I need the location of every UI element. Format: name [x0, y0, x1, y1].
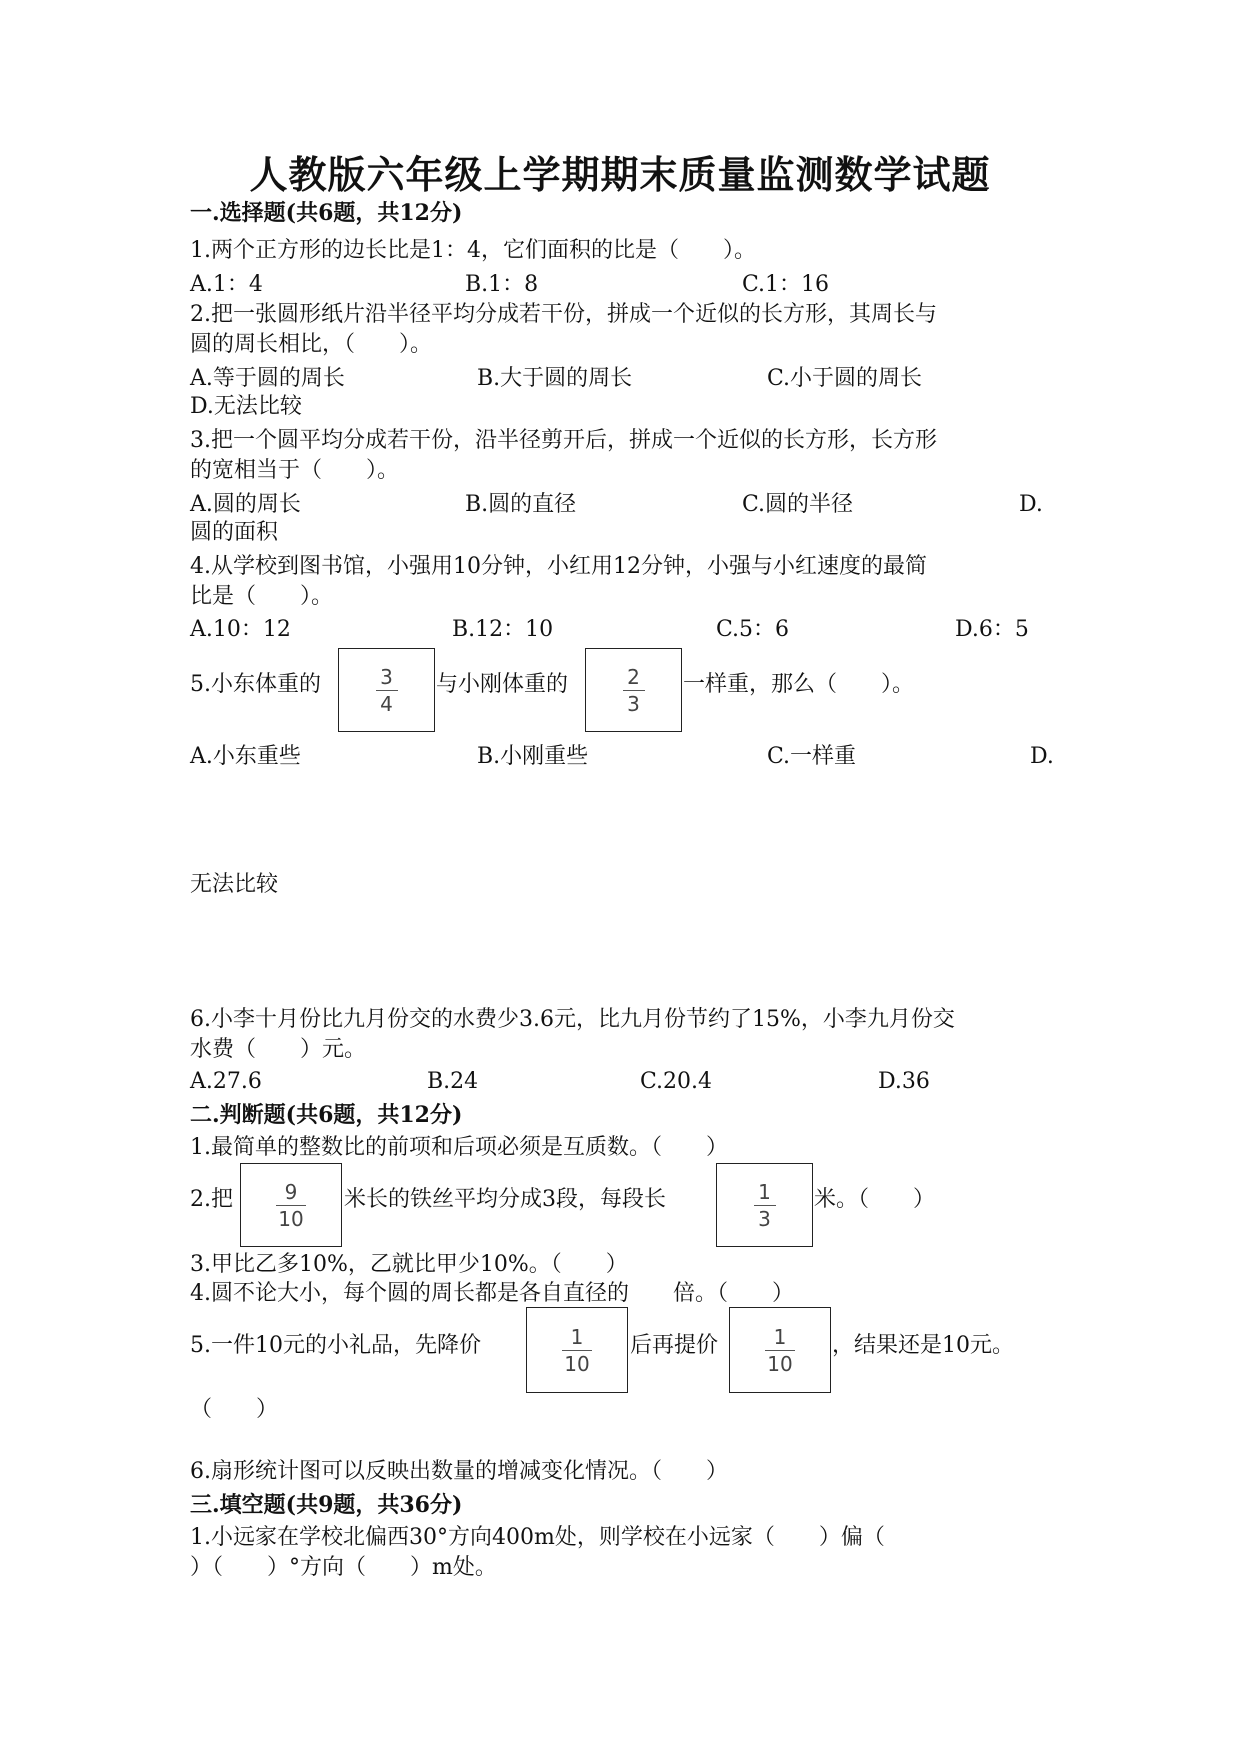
question-6-line-2: 水费（ ）元。 — [190, 1037, 367, 1062]
question-6-option-a: A.27.6 — [190, 1069, 262, 1094]
fraction-image-box — [240, 1163, 342, 1247]
question-4-option-a: A.10：12 — [190, 617, 291, 642]
question-4-line-1: 4.从学校到图书馆，小强用10分钟，小红用12分钟，小强与小红速度的最简 — [190, 554, 927, 579]
fraction-bar — [623, 690, 645, 691]
question-2-option-d: D.无法比较 — [190, 394, 302, 419]
fraction — [376, 666, 398, 715]
judgment-5-part-3: ，结果还是10元。 — [832, 1333, 1014, 1358]
fraction-numerator: 1 — [773, 1324, 787, 1349]
question-4-line-2: 比是（ ）。 — [190, 584, 334, 609]
question-3-option-d-text: 圆的面积 — [190, 520, 279, 545]
section-heading-fill-blank: 三.填空题(共9题，共36分) — [190, 1492, 463, 1518]
fraction-numerator: 9 — [284, 1179, 298, 1204]
fraction-image-box — [338, 648, 435, 732]
question-2-option-a: A.等于圆的周长 — [190, 366, 345, 391]
question-3-option-d-label: D. — [1019, 492, 1043, 517]
question-2-option-b: B.大于圆的周长 — [477, 366, 633, 391]
question-6-option-b: B.24 — [427, 1069, 479, 1094]
page-title: 人教版六年级上学期期末质量监测数学试题 — [249, 152, 991, 197]
question-2-line-2: 圆的周长相比，（ ）。 — [190, 332, 433, 357]
question-4-option-b: B.12：10 — [452, 617, 554, 642]
judgment-3: 3.甲比乙多10%，乙就比甲少10%。（ ） — [190, 1252, 628, 1277]
question-1-option-c: C.1：16 — [742, 272, 830, 297]
fraction-numerator: 1 — [570, 1324, 584, 1349]
question-5-part-1: 5.小东体重的 — [190, 672, 321, 697]
question-5-option-b: B.小刚重些 — [477, 744, 589, 769]
section-heading-choice: 一.选择题(共6题，共12分) — [190, 200, 463, 226]
question-5-option-a: A.小东重些 — [190, 744, 301, 769]
judgment-5-blank: （ ） — [190, 1397, 279, 1422]
question-5-part-3: 一样重，那么（ ）。 — [683, 672, 915, 697]
question-1-option-a: A.1：4 — [190, 272, 263, 297]
judgment-4: 4.圆不论大小，每个圆的周长都是各自直径的 倍。（ ） — [190, 1281, 794, 1306]
question-3-option-c: C.圆的半径 — [742, 492, 854, 517]
fraction-numerator: 3 — [380, 664, 393, 689]
judgment-2-part-2: 米长的铁丝平均分成3段，每段长 — [344, 1187, 666, 1212]
question-6-option-c: C.20.4 — [640, 1069, 713, 1094]
judgment-5-part-1: 5.一件10元的小礼品，先降价 — [190, 1333, 481, 1358]
fraction — [623, 666, 645, 715]
judgment-2-part-1: 2.把 — [190, 1187, 233, 1212]
fraction-bar — [276, 1205, 306, 1206]
fraction — [276, 1181, 306, 1230]
fraction-bar — [754, 1205, 776, 1206]
question-5-option-c: C.一样重 — [767, 744, 857, 769]
judgment-5-part-2: 后再提价 — [630, 1333, 719, 1358]
fraction-image-box — [585, 648, 682, 732]
fraction — [754, 1181, 776, 1230]
question-5-option-d-label: D. — [1030, 744, 1054, 769]
fraction-denominator: 10 — [767, 1351, 793, 1376]
fraction-image-box — [526, 1307, 628, 1393]
question-3-line-1: 3.把一个圆平均分成若干份，沿半径剪开后，拼成一个近似的长方形，长方形 — [190, 428, 937, 453]
judgment-2-part-3: 米。（ ） — [814, 1187, 936, 1212]
fraction — [765, 1326, 795, 1375]
fraction-image-box — [716, 1163, 813, 1247]
fraction-image-box — [729, 1307, 831, 1393]
section-heading-judgment: 二.判断题(共6题，共12分) — [190, 1102, 463, 1128]
fill-1-line-1: 1.小远家在学校北偏西30°方向400m处，则学校在小远家（ ）偏（ — [190, 1525, 885, 1550]
fraction-bar — [376, 690, 398, 691]
fraction-denominator: 3 — [627, 691, 640, 716]
fraction-numerator: 2 — [627, 664, 640, 689]
question-1-text: 1.两个正方形的边长比是1：4，它们面积的比是（ ）。 — [190, 238, 756, 263]
fraction-denominator: 4 — [380, 691, 393, 716]
question-2-option-c: C.小于圆的周长 — [767, 366, 923, 391]
question-3-option-a: A.圆的周长 — [190, 492, 301, 517]
fill-1-line-2: ）（ ）°方向（ ）m处。 — [190, 1555, 497, 1580]
question-3-option-b: B.圆的直径 — [465, 492, 577, 517]
fraction — [562, 1326, 592, 1375]
fraction-bar — [765, 1350, 795, 1351]
question-5-option-d-text: 无法比较 — [190, 872, 279, 897]
fraction-numerator: 1 — [758, 1179, 771, 1204]
question-4-option-d: D.6：5 — [955, 617, 1029, 642]
question-6-line-1: 6.小李十月份比九月份交的水费少3.6元，比九月份节约了15%，小李九月份交 — [190, 1007, 955, 1032]
judgment-6: 6.扇形统计图可以反映出数量的增减变化情况。（ ） — [190, 1459, 728, 1484]
fraction-denominator: 3 — [758, 1206, 771, 1231]
fraction-denominator: 10 — [564, 1351, 590, 1376]
fraction-denominator: 10 — [278, 1206, 304, 1231]
question-1-option-b: B.1：8 — [465, 272, 539, 297]
question-4-option-c: C.5：6 — [716, 617, 790, 642]
question-2-line-1: 2.把一张圆形纸片沿半径平均分成若干份，拼成一个近似的长方形，其周长与 — [190, 302, 937, 327]
fraction-bar — [562, 1350, 592, 1351]
question-5-part-2: 与小刚体重的 — [436, 672, 569, 697]
judgment-1: 1.最简单的整数比的前项和后项必须是互质数。（ ） — [190, 1135, 728, 1160]
question-6-option-d: D.36 — [878, 1069, 930, 1094]
question-3-line-2: 的宽相当于（ ）。 — [190, 458, 400, 483]
